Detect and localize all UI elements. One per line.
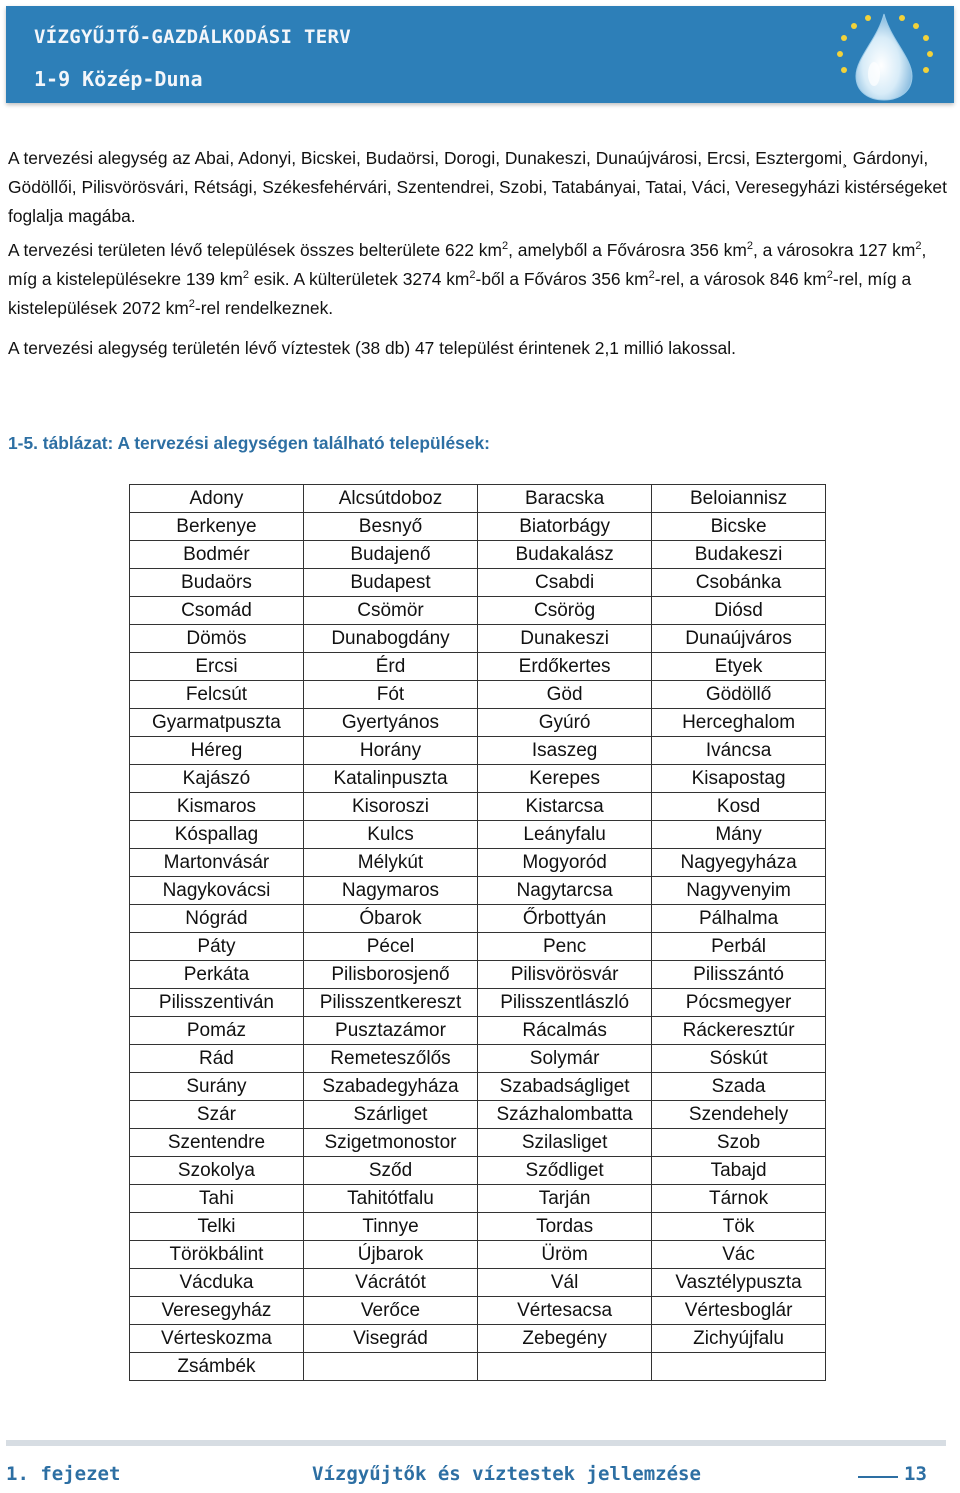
settlement-cell: Horány: [303, 737, 477, 765]
table-row: [130, 1269, 826, 1297]
table-row: [130, 989, 826, 1017]
settlement-cell: Felcsút: [130, 681, 304, 709]
settlement-cell: Berkenye: [130, 513, 304, 541]
settlement-cell: Tordas: [478, 1213, 652, 1241]
table-row: [130, 961, 826, 989]
table-row: [130, 653, 826, 681]
page-number: 13: [904, 1463, 927, 1485]
table-row: [130, 849, 826, 877]
settlement-cell: Pomáz: [130, 1017, 304, 1045]
settlement-cell: [652, 1353, 826, 1381]
table-row: [130, 681, 826, 709]
table-caption: 1-5. táblázat: A tervezési alegységen található települések:: [8, 433, 490, 453]
settlement-cell: Tahi: [130, 1185, 304, 1213]
settlement-cell: Kistarcsa: [478, 793, 652, 821]
settlement-cell: Vál: [478, 1269, 652, 1297]
settlement-cell: Visegrád: [303, 1325, 477, 1353]
table-row: [130, 821, 826, 849]
settlement-cell: Pilisszentkereszt: [303, 989, 477, 1017]
settlement-cell: Csömör: [303, 597, 477, 625]
settlement-cell: Kóspallag: [130, 821, 304, 849]
settlement-cell: Vác: [652, 1241, 826, 1269]
table-row: [130, 485, 826, 513]
settlement-cell: Kajászó: [130, 765, 304, 793]
settlement-cell: Nagymaros: [303, 877, 477, 905]
settlement-cell: Kosd: [652, 793, 826, 821]
document-header: [6, 6, 954, 103]
settlement-cell: Gödöllő: [652, 681, 826, 709]
table-row: [130, 737, 826, 765]
settlement-cell: Szada: [652, 1073, 826, 1101]
settlement-cell: Fót: [303, 681, 477, 709]
table-row: [130, 709, 826, 737]
table-row: [130, 1297, 826, 1325]
table-row: [130, 1017, 826, 1045]
settlement-cell: Vértesacsa: [478, 1297, 652, 1325]
settlement-cell: Csomád: [130, 597, 304, 625]
settlement-cell: Martonvásár: [130, 849, 304, 877]
settlement-cell: Pócsmegyer: [652, 989, 826, 1017]
settlement-cell: Gyarmatpuszta: [130, 709, 304, 737]
settlement-cell: Remeteszőlős: [303, 1045, 477, 1073]
settlement-cell: Perkáta: [130, 961, 304, 989]
settlement-cell: Dunakeszi: [478, 625, 652, 653]
settlement-cell: Dömös: [130, 625, 304, 653]
settlement-cell: Besnyő: [303, 513, 477, 541]
settlement-cell: Ráckeresztúr: [652, 1017, 826, 1045]
settlement-cell: Budajenő: [303, 541, 477, 569]
intro-paragraph: A tervezési alegység az Abai, Adonyi, Bicskei, Budaörsi, Dorogi, Dunakeszi, Dunaújvárosi, Ercsi, Esztergomi¸ Gárdonyi, Gödöllői, Pilisvörösvári, Rétsági, Székesfehérvári, Szentendrei, Szobi, Tatabányai, Tatai, Váci, Veresegyházi kistérségeket foglalja magába.: [8, 148, 947, 226]
settlement-cell: Pálhalma: [652, 905, 826, 933]
settlement-cell: Biatorbágy: [478, 513, 652, 541]
settlement-cell: Vérteskozma: [130, 1325, 304, 1353]
settlements-table: [129, 484, 826, 1381]
settlement-cell: Erdőkertes: [478, 653, 652, 681]
settlement-cell: Leányfalu: [478, 821, 652, 849]
settlement-cell: Páty: [130, 933, 304, 961]
settlement-cell: Szob: [652, 1129, 826, 1157]
settlement-cell: Budakeszi: [652, 541, 826, 569]
settlement-cell: Tarján: [478, 1185, 652, 1213]
settlement-cell: Szigetmonostor: [303, 1129, 477, 1157]
settlement-cell: Gyertyános: [303, 709, 477, 737]
settlement-cell: Tahitótfalu: [303, 1185, 477, 1213]
table-row: [130, 765, 826, 793]
table-row: [130, 1353, 826, 1381]
settlement-cell: Szabadegyháza: [303, 1073, 477, 1101]
settlement-cell: Vasztélypuszta: [652, 1269, 826, 1297]
settlement-cell: Mélykút: [303, 849, 477, 877]
table-row: [130, 1185, 826, 1213]
table-row: [130, 1213, 826, 1241]
settlement-cell: Kismaros: [130, 793, 304, 821]
table-row: [130, 569, 826, 597]
settlement-cell: Budakalász: [478, 541, 652, 569]
settlement-cell: Mány: [652, 821, 826, 849]
header-subtitle: 1-9 Közép-Duna: [34, 67, 203, 91]
settlement-cell: Héreg: [130, 737, 304, 765]
settlement-cell: Pilisszentlászló: [478, 989, 652, 1017]
table-row: [130, 1129, 826, 1157]
table-row: [130, 1241, 826, 1269]
settlement-cell: Penc: [478, 933, 652, 961]
settlement-cell: Diósd: [652, 597, 826, 625]
settlement-cell: Beloiannisz: [652, 485, 826, 513]
table-row: [130, 877, 826, 905]
settlement-cell: Pilisvörösvár: [478, 961, 652, 989]
settlement-cell: Bodmér: [130, 541, 304, 569]
table-row: [130, 1045, 826, 1073]
settlement-cell: Szár: [130, 1101, 304, 1129]
table-row: [130, 1325, 826, 1353]
settlement-cell: Etyek: [652, 653, 826, 681]
settlement-cell: Herceghalom: [652, 709, 826, 737]
area-paragraph: A tervezési területen lévő települések összes belterülete 622 $km^2$, amelyből a Fővárosra 356 $km^2$, a városokra 127 $km^2$, míg a kistelepülésekre 139 $km^2$ esik. A külterületek 3274 $km^2$-ből a Főváros 356 $km^2$-rel, a városok 846 $km^2$-rel, míg a kistelepülések 2072 $km^2$-rel rendelkeznek.: [8, 240, 927, 318]
settlement-cell: Ercsi: [130, 653, 304, 681]
settlement-cell: Törökbálint: [130, 1241, 304, 1269]
settlement-cell: Csörög: [478, 597, 652, 625]
settlement-cell: Érd: [303, 653, 477, 681]
population-paragraph: A tervezési alegység területén lévő víztestek (38 db) 47 települést érintenek 2,1 millió lakossal.: [8, 338, 736, 358]
settlement-cell: Alcsútdoboz: [303, 485, 477, 513]
settlement-cell: Rád: [130, 1045, 304, 1073]
settlement-cell: Kerepes: [478, 765, 652, 793]
settlement-cell: Vácrátót: [303, 1269, 477, 1297]
settlement-cell: Verőce: [303, 1297, 477, 1325]
settlement-cell: Óbarok: [303, 905, 477, 933]
table-row: [130, 513, 826, 541]
settlement-cell: Nagytarcsa: [478, 877, 652, 905]
settlement-cell: Dunabogdány: [303, 625, 477, 653]
settlement-cell: Szárliget: [303, 1101, 477, 1129]
settlement-cell: Kulcs: [303, 821, 477, 849]
settlement-cell: Szendehely: [652, 1101, 826, 1129]
settlement-cell: Isaszeg: [478, 737, 652, 765]
settlement-cell: Katalinpuszta: [303, 765, 477, 793]
settlement-cell: Nagyvenyim: [652, 877, 826, 905]
settlement-cell: Üröm: [478, 1241, 652, 1269]
table-row: [130, 1157, 826, 1185]
settlement-cell: Vácduka: [130, 1269, 304, 1297]
settlement-cell: Sződliget: [478, 1157, 652, 1185]
settlement-cell: Zebegény: [478, 1325, 652, 1353]
settlement-cell: Csobánka: [652, 569, 826, 597]
settlement-cell: Százhalombatta: [478, 1101, 652, 1129]
table-row: [130, 1073, 826, 1101]
header-title: VÍZGYŰJTŐ-GAZDÁLKODÁSI TERV: [34, 26, 351, 48]
settlement-cell: Zsámbék: [130, 1353, 304, 1381]
settlement-cell: Veresegyház: [130, 1297, 304, 1325]
settlement-cell: Surány: [130, 1073, 304, 1101]
settlement-cell: Budaörs: [130, 569, 304, 597]
settlement-cell: Kisapostag: [652, 765, 826, 793]
settlement-cell: Újbarok: [303, 1241, 477, 1269]
settlement-cell: [303, 1353, 477, 1381]
settlement-cell: Szilasliget: [478, 1129, 652, 1157]
settlement-cell: [478, 1353, 652, 1381]
settlement-cell: Szabadságliget: [478, 1073, 652, 1101]
table-row: [130, 905, 826, 933]
footer-title: Vízgyűjtők és víztestek jellemzése: [312, 1463, 701, 1485]
footer-dash: [858, 1476, 898, 1478]
settlement-cell: Pilisszentiván: [130, 989, 304, 1017]
settlement-cell: Dunaújváros: [652, 625, 826, 653]
settlement-cell: Szentendre: [130, 1129, 304, 1157]
settlement-cell: Vértesboglár: [652, 1297, 826, 1325]
settlement-cell: Solymár: [478, 1045, 652, 1073]
settlement-cell: Gyúró: [478, 709, 652, 737]
footer-chapter: 1. fejezet: [6, 1463, 121, 1485]
table-row: [130, 793, 826, 821]
settlement-cell: Mogyoród: [478, 849, 652, 877]
settlement-cell: Zichyújfalu: [652, 1325, 826, 1353]
settlement-cell: Göd: [478, 681, 652, 709]
water-drop-stars-logo-icon: [818, 8, 948, 102]
settlement-cell: Rácalmás: [478, 1017, 652, 1045]
settlement-cell: Pusztazámor: [303, 1017, 477, 1045]
settlement-cell: Telki: [130, 1213, 304, 1241]
settlement-cell: Csabdi: [478, 569, 652, 597]
table-row: [130, 933, 826, 961]
settlement-cell: Nagyegyháza: [652, 849, 826, 877]
settlement-cell: Baracska: [478, 485, 652, 513]
settlement-cell: Bicske: [652, 513, 826, 541]
table-row: [130, 1101, 826, 1129]
footer-divider: [6, 1440, 946, 1446]
settlement-cell: Pilisszántó: [652, 961, 826, 989]
table-row: [130, 597, 826, 625]
settlement-cell: Nagykovácsi: [130, 877, 304, 905]
settlement-cell: Sződ: [303, 1157, 477, 1185]
settlement-cell: Sóskút: [652, 1045, 826, 1073]
settlement-cell: Tárnok: [652, 1185, 826, 1213]
settlement-cell: Budapest: [303, 569, 477, 597]
settlement-cell: Adony: [130, 485, 304, 513]
settlement-cell: Pilisborosjenő: [303, 961, 477, 989]
settlement-cell: Iváncsa: [652, 737, 826, 765]
settlement-cell: Szokolya: [130, 1157, 304, 1185]
settlement-cell: Tinnye: [303, 1213, 477, 1241]
table-row: [130, 625, 826, 653]
settlement-cell: Őrbottyán: [478, 905, 652, 933]
table-row: [130, 541, 826, 569]
settlement-cell: Pécel: [303, 933, 477, 961]
settlement-cell: Perbál: [652, 933, 826, 961]
settlement-cell: Nógrád: [130, 905, 304, 933]
settlement-cell: Kisoroszi: [303, 793, 477, 821]
settlement-cell: Tabajd: [652, 1157, 826, 1185]
settlement-cell: Tök: [652, 1213, 826, 1241]
